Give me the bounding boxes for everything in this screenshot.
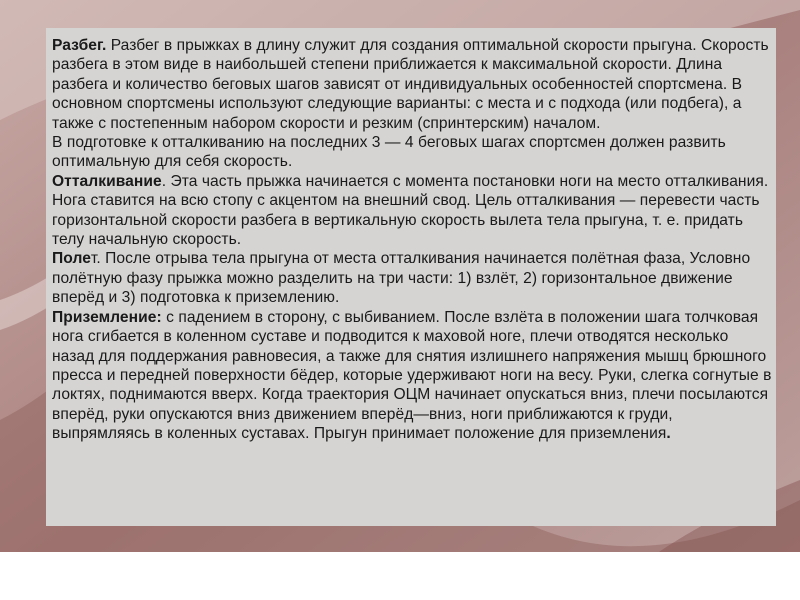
paragraph-text: . Эта часть прыжка начинается с момента постановки ноги на место отталкивания. Нога ставится на всю стопу с акцентом на внешний свод. Цель отталкивания — перевести часть горизонтальной скорости разбега в вертикальную скорость вылета тела прыгуна, т. е. придать телу начальную скорость. bbox=[52, 172, 769, 249]
paragraph-preparation bbox=[52, 133, 774, 172]
text-body bbox=[52, 36, 774, 444]
paragraph-landing bbox=[52, 308, 774, 444]
paragraph-text: с падением в сторону, с выбиванием. После взлёта в положении шага толчковая нога сгибается в коленном суставе и подводится к маховой ноге, плечи отводятся несколько назад для поддержания равновесия, а также для снятия излишнего напряжения мышц брюшного пресса и передней поверхности бёдер, которые удерживают ноги на весу. Руки, слегка согнутые в локтях, поднимаются вверх. Когда траектория ОЦМ начинает опускаться вниз, плечи посылаются вперёд, руки опускаются вниз движением вперёд—вниз, ноги приближаются к груди, выпрямляясь в коленных суставах. Прыгун принимает положение для приземления bbox=[52, 308, 772, 443]
bottom-strip bbox=[0, 552, 800, 600]
paragraph-takeoff bbox=[52, 172, 774, 250]
term-run-up: Разбег. bbox=[52, 37, 107, 54]
paragraph-text: Разбег в прыжках в длину служит для создания оптимальной скорости прыгуна. Скорость разбега в этом виде в наибольшей степени приближается к максимальной скорости. Длина разбега и количество беговых шагов зависят от индивидуальных особенностей спортсмена. В основном спортсмены используют следующие варианты: с места и с подхода (или подбега), а также с постепенным набором скорости и резким (спринтерским) началом. bbox=[52, 37, 769, 132]
term-landing: Приземление: bbox=[52, 308, 162, 326]
term-takeoff: Отталкивание bbox=[52, 172, 162, 190]
paragraph-run-up bbox=[52, 36, 774, 133]
term-flight: Поле bbox=[52, 250, 91, 268]
paragraph-flight bbox=[52, 249, 774, 307]
paragraph-text: В подготовке к отталкиванию на последних 3 — 4 беговых шагах спортсмен должен развить оптимальную для себя скорость. bbox=[52, 134, 726, 171]
paragraph-text: т. После отрыва тела прыгуна от места отталкивания начинается полётная фаза, Условно полётную фазу прыжка можно разделить на три части: 1) взлёт, 2) горизонтальное движение вперёд и 3) подготовка к приземлению. bbox=[52, 250, 751, 307]
final-period: . bbox=[666, 425, 671, 443]
